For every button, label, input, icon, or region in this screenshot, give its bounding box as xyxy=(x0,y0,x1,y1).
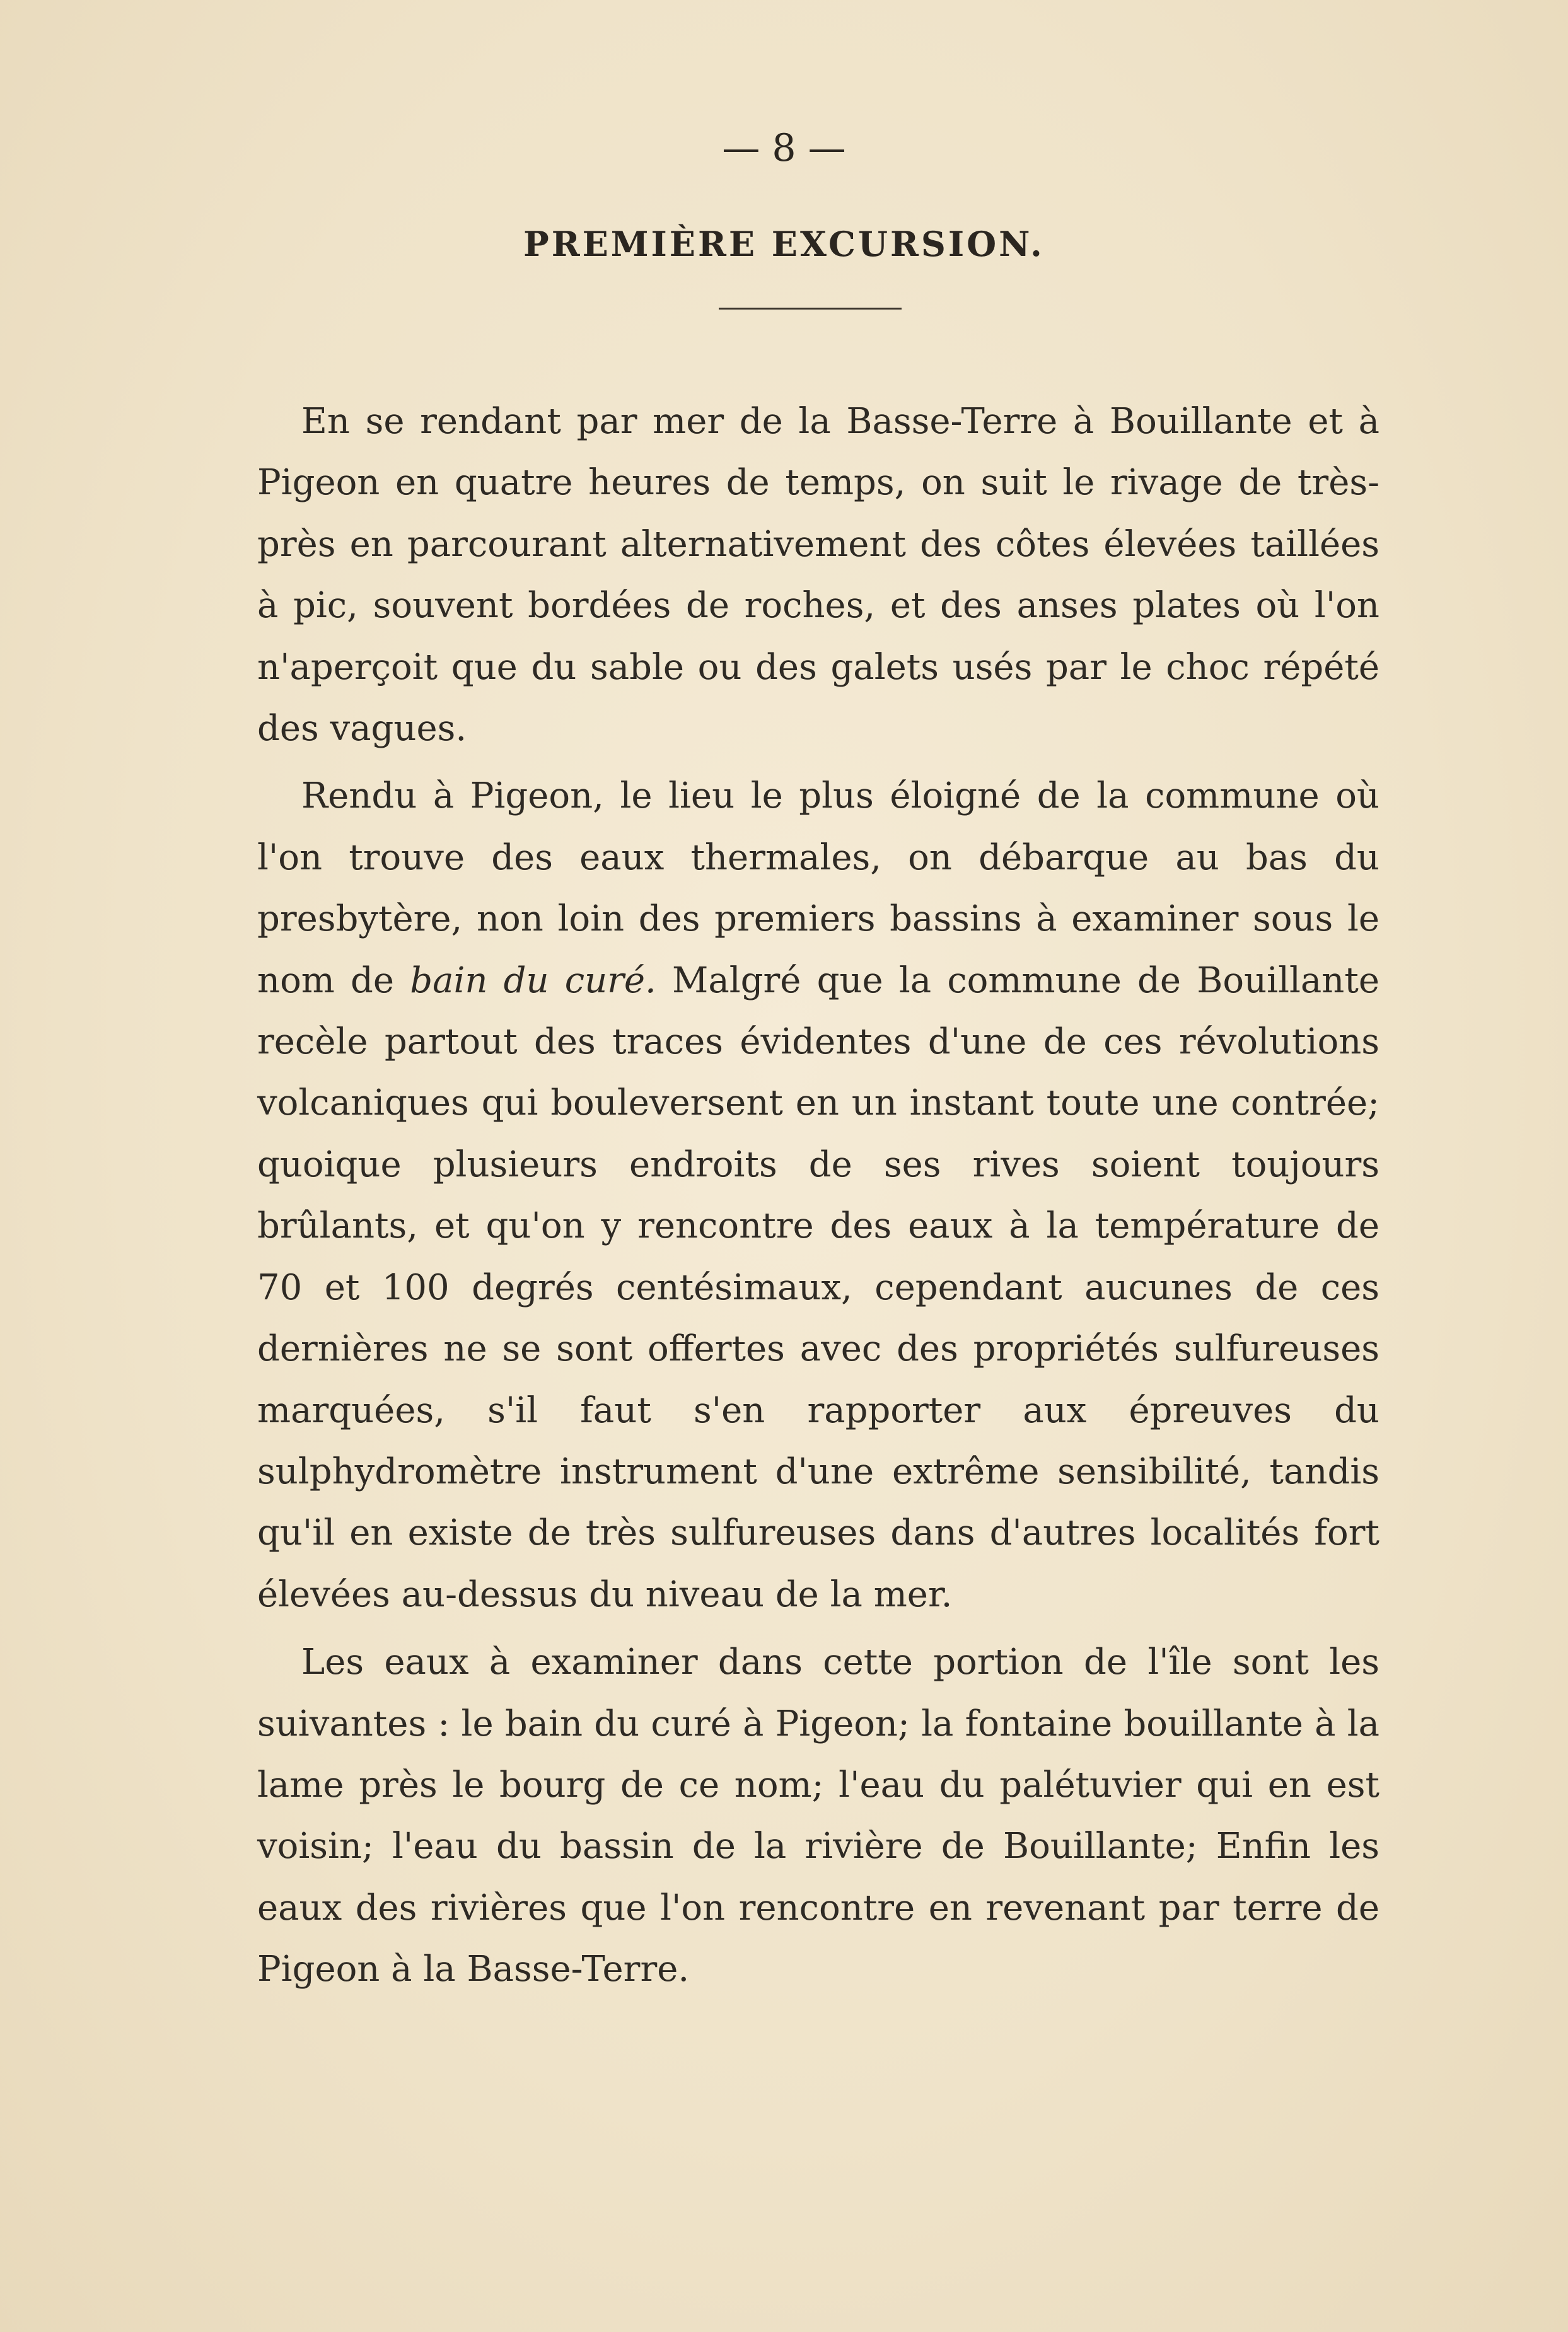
paragraph-2-text-end: Malgré que la commune de Bouillante recèle partout des traces évidentes d'une de ces révolutions volcaniques qui bouleversent en un instant toute une contrée; quoique plusieurs endroits de ses rives soient toujours brûlants, et qu'on y rencontre des eaux à la température de 70 et 100 degrés centésimaux, cependant aucunes de ces dernières ne se sont offertes avec des propriétés sulfureuses marquées, s'il faut s'en rapporter aux épreuves du sulphydromètre instrument d'une extrême sensibilité, tandis qu'il en existe de très sulfureuses dans d'autres localités fort élevées au-dessus du niveau de la mer. xyxy=(257,960,1379,1615)
body-text xyxy=(257,391,1379,2007)
page-number: — 8 — xyxy=(722,126,846,170)
paragraph-2-text-start: Rendu à Pigeon, le lieu le plus éloigné de la commune où l'on trouve des eaux thermales, on débarque au bas du presbytère, non loin des premiers bassins à examiner sous le nom de xyxy=(257,775,1379,1001)
section-heading: PREMIÈRE EXCURSION. xyxy=(523,224,1045,264)
paragraph-2-italic-term: bain du curé. xyxy=(410,960,656,1001)
heading-rule xyxy=(719,308,902,310)
paragraph-3: Les eaux à examiner dans cette portion de l'île sont les suivantes : le bain du curé à Pigeon; la fontaine bouillante à la lame près le bourg de ce nom; l'eau du palétuvier qui en est voisin; l'eau du bassin de la rivière de Bouillante; Enfin les eaux des rivières que l'on rencontre en revenant par terre de Pigeon à la Basse-Terre. xyxy=(257,1642,1379,1990)
paragraph-2 xyxy=(257,765,1379,1625)
paragraph-1: En se rendant par mer de la Basse-Terre à Bouillante et à Pigeon en quatre heures de temps, on suit le rivage de très-près en parcourant alternativement des côtes élevées taillées à pic, souvent bordées de roches, et des anses plates où l'on n'aperçoit que du sable ou des galets usés par le choc répété des vagues. xyxy=(257,401,1379,750)
